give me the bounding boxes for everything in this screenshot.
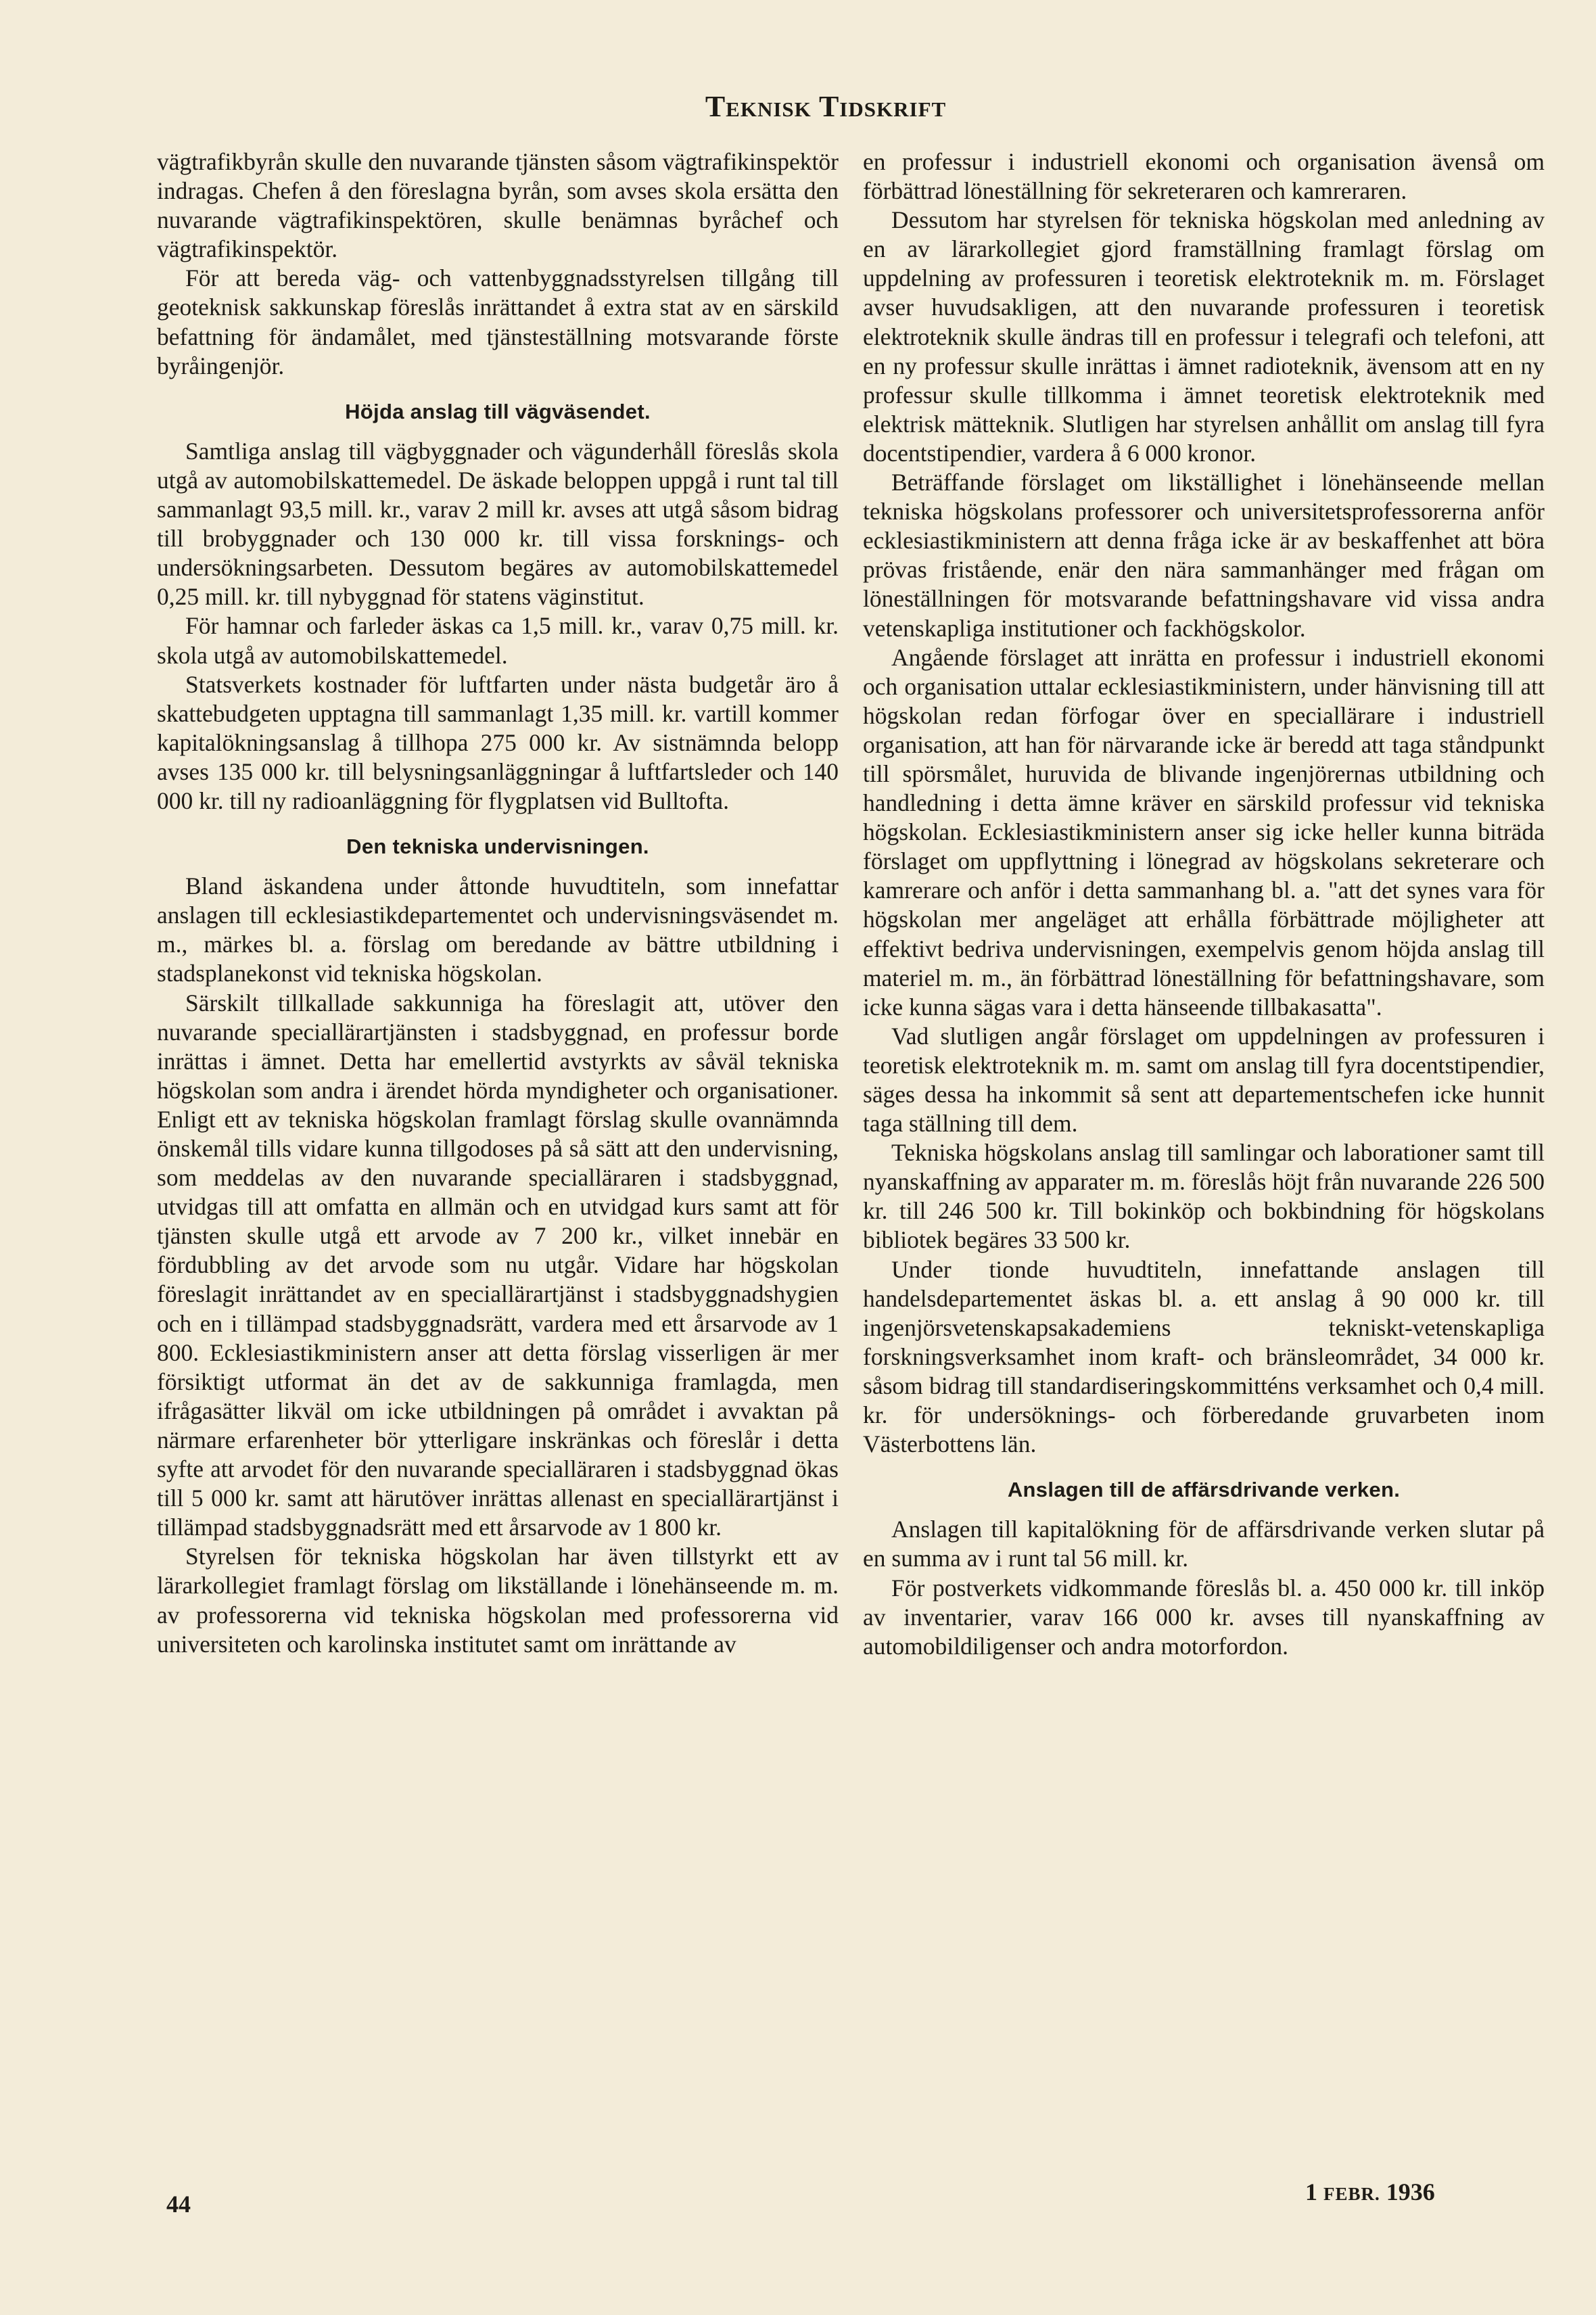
paragraph: Beträffande förslaget om likställighet i lönehänseende mellan tekniska högskolans professorer och universitetsprofessorerna anför ecklesiastikministern att denna fråga icke är av beskaffenhet att böra prövas fristående, enär den nära sammanhänger med frågan om löneställningen för motsvarande befattningshavare vid vissa andra vetenskapliga institutioner och fackhögskolor. — [863, 469, 1545, 642]
section-heading: Höjda anslag till vägväsendet. — [345, 399, 651, 423]
issue-date — [1305, 2178, 1435, 2206]
paragraph: Statsverkets kostnader för luftfarten under nästa budgetår äro å skattebudgeten upptagna till sammanlagt 1,35 mill. kr. vartill kommer kapitalökningsanslag å tillhopa 275 000 kr. Av sistnämnda belopp avses 135 000 kr. till belysningsanläggningar å luftfartsleder och 140 000 kr. till ny radioanläggning för flygplatsen vid Bulltofta. — [157, 670, 839, 814]
paragraph: Angående förslaget att inrätta en professur i industriell ekonomi och organisation uttalar ecklesiastikministern, under hänvisning till att högskolan redan förfogar över en speciallärare i industriell organisation, att han för närvarande icke är beredd att taga ståndpunkt till spörsmålet, huruvida de blivande ingenjörernas utbildning och handledning i detta ämne kräver en särskild professur vid tekniska högskolan. Ecklesiastikministern anser sig icke heller kunna biträda förslaget om uppflyttning i lönegrad av högskolans sekreterare och kamrerare och anför i detta sammanhang bl. a. "att det synes vara för högskolan mer angeläget att erhålla förbättrade möjligheter att effektivt bedriva undervisningen, exempelvis genom höjda anslag till materiel m. m., än förbättrad löneställning för befattningshavare, som icke kunna sägas vara i detta hänseende tillbakasatta". — [863, 643, 1545, 1021]
paragraph: Tekniska högskolans anslag till samlingar och laborationer samt till nyanskaffning av apparater m. m. föreslås höjt från nuvarande 226 500 kr. till 246 500 kr. Till bokinköp och bokbindning för högskolans bibliotek begäres 33 500 kr. — [863, 1139, 1545, 1254]
paragraph: Under tionde huvudtiteln, innefattande anslagen till handelsdepartementet äskas bl. a. ett anslag å 90 000 kr. till ingenjörsvetenskapsakademiens tekniskt-vetenskapliga forskningsverksamhet inom kraft- och bränsleområdet, 34 000 kr. såsom bidrag till standardiseringskommitténs verksamhet och 0,4 mill. kr. för undersöknings- och förberedande gruvarbeten inom Västerbottens län. — [863, 1255, 1545, 1458]
date-day: 1 — [1305, 2178, 1317, 2205]
section-heading: Anslagen till de affärsdrivande verken. — [1007, 1478, 1401, 1502]
right-column — [863, 147, 1545, 2149]
section-heading: Den tekniska undervisningen. — [346, 835, 649, 859]
paragraph: För hamnar och farleder äskas ca 1,5 mill. kr., varav 0,75 mill. kr. skola utgå av automobilskattemedel. — [157, 612, 839, 669]
date-year: 1936 — [1386, 2178, 1435, 2205]
paragraph: För postverkets vidkommande föreslås bl. a. 450 000 kr. till inköp av inventarier, varav 166 000 kr. avses till nyanskaffning av automobildiligenser och andra motorfordon. — [863, 1574, 1545, 1660]
paragraph: För att bereda väg- och vattenbyggnadsstyrelsen tillgång till geoteknisk sakkunskap föreslås inrättandet å extra stat av en särskild befattning för ändamålet, med tjänsteställning motsvarande förste byråingenjör. — [157, 264, 839, 379]
left-column — [157, 147, 839, 2149]
paragraph: Särskilt tillkallade sakkunniga ha föreslagit att, utöver den nuvarande speciallärartjänsten i stadsbyggnad, en professur borde inrättas i ämnet. Detta har emellertid avstyrkts av såväl tekniska högskolan som andra i ärendet hörda myndigheter och organisationer. Enligt ett av tekniska högskolan framlagt förslag skulle ovannämnda önskemål tills vidare kunna tillgodoses på så sätt att den undervisning, som meddelas av den nuvarande specialläraren i stadsbyggnad, utvidgas till att omfatta en allmän och en utvidgad kurs samt att för tjänsten skulle utgå ett arvode av 7 200 kr., vilket innebär en fördubbling av det arvode som nu utgår. Vidare har högskolan föreslagit inrättandet av en speciallärartjänst i stadsbyggnadshygien och en i tillämpad stadsbyggnadsrätt, vardera med ett årsarvode av 1 800. Ecklesiastikministern anser att detta förslag visserligen är mer försiktigt utformat än det av de sakkunniga framlagda, men ifrågasätter likväl om icke utbildningen på området i avvaktan på närmare erfarenheter bör ytterligare inskränkas och föreslår i detta syfte att arvodet för den nuvarande specialläraren i stadsbyggnad ökas till 5 000 kr. samt att härutöver inrättas allenast en speciallärartjänst i tillämpad stadsbyggnadsrätt med ett årsarvode av 1 800 kr. — [157, 989, 839, 1541]
page-number: 44 — [166, 2191, 191, 2218]
paragraph: Samtliga anslag till vägbyggnader och vägunderhåll föreslås skola utgå av automobilskattemedel. De äskade beloppen uppgå i runt tal till sammanlagt 93,5 mill. kr., varav 2 mill kr. avses att utgå såsom bidrag till brobyggnader och 130 000 kr. till vissa forsknings- och undersökningsarbeten. Dessutom begäres av automobilskattemedel 0,25 mill. kr. till nybyggnad för statens väginstitut. — [157, 437, 839, 611]
paragraph: Styrelsen för tekniska högskolan har även tillstyrkt ett av lärarkollegiet framlagt förslag om likställande i lönehänseende m. m. av professorerna vid tekniska högskolan med professorerna vid universiteten och karolinska institutet samt om inrättande av — [157, 1543, 839, 1658]
paragraph: vägtrafikbyrån skulle den nuvarande tjänsten såsom vägtrafikinspektör indragas. Chefen å den föreslagna byrån, som avses skola ersätta den nuvarande vägtrafikinspektören, skulle benämnas byråchef och vägtrafikinspektör. — [157, 148, 839, 263]
date-month: FEBR. — [1323, 2184, 1380, 2204]
paragraph: Dessutom har styrelsen för tekniska högskolan med anledning av en av lärarkollegiet gjord framställning framlagt förslag om uppdelning av professuren i teoretisk elektroteknik m. m. Förslaget avser huvudsakligen, att den nuvarande professuren i teoretisk elektroteknik skulle ändras till en professur i telegrafi och telefoni, att en ny professur skulle inrättas i ämnet radioteknik, ävensom att en ny professur skulle tillkomma i ämnet teoretisk elektroteknik med elektrisk mätteknik. Slutligen har styrelsen anhållit om anslag till fyra docentstipendier, vardera å 6 000 kronor. — [863, 206, 1545, 467]
journal-masthead: Teknisk Tidskrift — [705, 90, 947, 123]
paragraph: Vad slutligen angår förslaget om uppdelningen av professuren i teoretisk elektroteknik m. m. samt om anslag till fyra docentstipendier, säges dessa ha inkommit så sent att departementschefen icke hunnit taga ställning till dem. — [863, 1022, 1545, 1138]
paragraph: Bland äskandena under åttonde huvudtiteln, som innefattar anslagen till ecklesiastikdepartementet och undervisningsväsendet m. m., märkes bl. a. förslag om beredande av bättre utbildning i stadsplanekonst vid tekniska högskolan. — [157, 872, 839, 987]
paragraph: Anslagen till kapitalökning för de affärsdrivande verken slutar på en summa av i runt tal 56 mill. kr. — [863, 1516, 1545, 1572]
paragraph: en professur i industriell ekonomi och organisation ävenså om förbättrad löneställning för sekreteraren och kamreraren. — [863, 148, 1545, 205]
